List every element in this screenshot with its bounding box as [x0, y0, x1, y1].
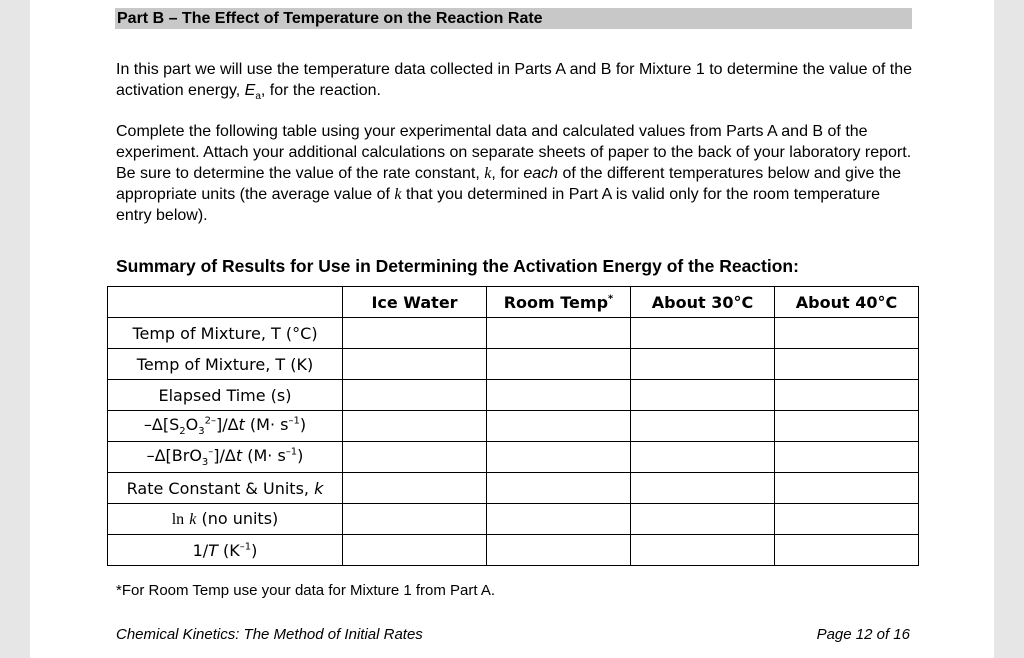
entry-cell[interactable]: [775, 442, 919, 473]
bro3-t: t: [235, 445, 243, 465]
s2o3-prefix: –Δ[S: [143, 414, 180, 434]
entry-cell[interactable]: [343, 442, 487, 473]
entry-cell[interactable]: [631, 473, 775, 504]
inv-t-close: ): [251, 540, 258, 560]
entry-cell[interactable]: [631, 442, 775, 473]
row-label-inverse-t: [108, 535, 343, 566]
s2o3-sub1: 2: [179, 426, 186, 438]
row-label-bromate-rate: [108, 442, 343, 473]
intro-paragraph: [116, 59, 916, 107]
ln-k-symbol: k: [189, 511, 197, 528]
table-row: [108, 473, 919, 504]
entry-cell[interactable]: [487, 442, 631, 473]
table-row: [108, 535, 919, 566]
inv-t-exp: –1: [239, 541, 252, 553]
entry-cell[interactable]: [775, 411, 919, 442]
entry-cell[interactable]: [775, 318, 919, 349]
table-row: [108, 380, 919, 411]
bro3-prefix: –Δ[BrO: [146, 445, 202, 465]
s2o3-t: t: [238, 414, 245, 434]
header-about-30: About 30°C: [631, 287, 775, 318]
row-label-thiosulfate-rate: [108, 411, 343, 442]
instructions-paragraph: [116, 121, 916, 226]
intro-text: In this part we will use the temperature data collected in Parts A and B for Mixture 1 to determine the value of the activation energy,: [116, 61, 912, 99]
entry-cell[interactable]: [487, 535, 631, 566]
entry-cell[interactable]: [775, 380, 919, 411]
room-temp-footnote-mark: *: [608, 293, 614, 305]
bro3-sub: 3: [201, 457, 209, 469]
header-about-40: About 40°C: [775, 287, 919, 318]
entry-cell[interactable]: [775, 504, 919, 535]
page-number: Page 12 of 16: [816, 626, 910, 643]
entry-cell[interactable]: [775, 535, 919, 566]
s2o3-units-close: ): [299, 414, 307, 434]
entry-cell[interactable]: [487, 318, 631, 349]
bro3-charge: –: [208, 446, 214, 458]
table-header-row: [108, 287, 919, 318]
bro3-units: (M· s: [242, 445, 286, 465]
rate-constant-text: Rate Constant & Units,: [126, 478, 315, 498]
entry-cell[interactable]: [631, 411, 775, 442]
entry-cell[interactable]: [631, 349, 775, 380]
inv-t-units: (K: [217, 540, 240, 560]
instructions-text-2: , for: [491, 165, 524, 182]
row-label-elapsed-time: Elapsed Time (s): [108, 380, 343, 411]
table-row: [108, 411, 919, 442]
entry-cell[interactable]: [487, 411, 631, 442]
instructions-text-3: of the different temperatures below and give the appropriate units (the average value of: [116, 165, 902, 203]
table-row: [108, 442, 919, 473]
header-ice-water: Ice Water: [343, 287, 487, 318]
results-table: [107, 286, 919, 566]
k-symbol: k: [394, 186, 402, 203]
entry-cell[interactable]: [775, 473, 919, 504]
instructions-text-1: Complete the following table using your experimental data and calculated values from Parts A and B of the experiment. Attach your additional calculations on separate sheets of paper to the back of your laboratory report. Be sure to determine the value of the rate constant,: [116, 123, 912, 182]
bro3-units-exp: –1: [285, 446, 298, 458]
inv-t-prefix: 1/: [192, 540, 209, 560]
room-temp-label: Room Temp: [503, 292, 609, 312]
entry-cell[interactable]: [631, 535, 775, 566]
summary-title: Summary of Results for Use in Determining the Activation Energy of the Reaction:: [116, 256, 799, 276]
entry-cell[interactable]: [487, 504, 631, 535]
s2o3-sub2: 3: [198, 426, 205, 438]
entry-cell[interactable]: [343, 504, 487, 535]
s2o3-units-exp: –1: [288, 415, 300, 427]
entry-cell[interactable]: [631, 318, 775, 349]
ln-text: ln: [171, 511, 185, 528]
entry-cell[interactable]: [343, 349, 487, 380]
inv-t-symbol: T: [208, 540, 218, 560]
row-label-rate-constant: [108, 473, 343, 504]
s2o3-after: ]/Δ: [215, 414, 239, 434]
header-blank-cell: [108, 287, 343, 318]
table-row: [108, 318, 919, 349]
intro-text-end: , for the reaction.: [260, 82, 381, 99]
row-label-temp-k: Temp of Mixture, T (K): [108, 349, 343, 380]
ln-k-units: (no units): [196, 509, 279, 528]
row-label-ln-k: [108, 504, 343, 535]
header-room-temp: [487, 287, 631, 318]
bro3-units-close: ): [297, 445, 304, 465]
k-symbol: k: [484, 165, 492, 182]
entry-cell[interactable]: [631, 504, 775, 535]
each-emphasis: each: [523, 165, 559, 182]
part-b-header: Part B – The Effect of Temperature on the Reaction Rate: [115, 8, 912, 29]
entry-cell[interactable]: [343, 473, 487, 504]
entry-cell[interactable]: [775, 349, 919, 380]
footer-title: Chemical Kinetics: The Method of Initial Rates: [116, 626, 423, 643]
s2o3-mid: O: [185, 414, 199, 434]
entry-cell[interactable]: [487, 349, 631, 380]
ea-symbol: E: [244, 82, 256, 99]
ea-subscript: a: [255, 91, 261, 103]
entry-cell[interactable]: [343, 411, 487, 442]
row-label-temp-c: Temp of Mixture, T (°C): [108, 318, 343, 349]
entry-cell[interactable]: [343, 318, 487, 349]
s2o3-units: (M· s: [244, 414, 289, 434]
entry-cell[interactable]: [343, 535, 487, 566]
bro3-after: ]/Δ: [213, 445, 236, 465]
table-row: [108, 504, 919, 535]
entry-cell[interactable]: [487, 473, 631, 504]
entry-cell[interactable]: [631, 380, 775, 411]
rate-constant-k: k: [314, 478, 324, 498]
entry-cell[interactable]: [343, 380, 487, 411]
s2o3-charge: 2–: [204, 415, 216, 427]
instructions-text-4: that you determined in Part A is valid only for the room temperature entry below).: [116, 186, 880, 224]
entry-cell[interactable]: [487, 380, 631, 411]
table-row: [108, 349, 919, 380]
room-temp-footnote: *For Room Temp use your data for Mixture 1 from Part A.: [116, 582, 496, 599]
